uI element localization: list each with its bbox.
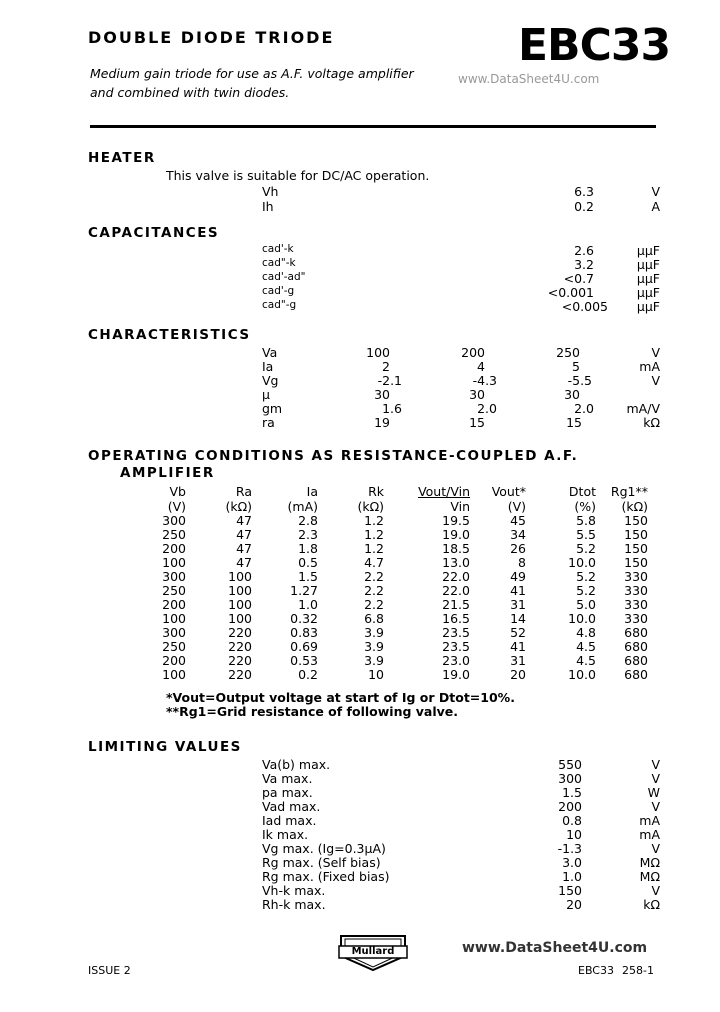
table-cell: 31 [510,653,526,668]
limiting-heading: LIMITING VALUES [88,739,242,755]
cap-unit: μμF [636,257,660,272]
table-cell: 220 [228,625,252,640]
cap-param: cad"-k [262,257,296,269]
limit-param: Rg max. (Self bias) [262,855,381,870]
col-unit: (V) [507,498,526,514]
cap-param: cad'-k [262,243,294,255]
table-cell: 6.8 [364,611,384,626]
table-row [160,654,648,668]
table-cell: 330 [624,583,648,598]
table-cell: 330 [624,569,648,584]
table-cell: 100 [228,583,252,598]
table-cell: 41 [510,639,526,654]
cap-value: <0.7 [563,271,594,286]
table-cell: 26 [510,541,526,556]
table-cell: 0.2 [298,667,318,682]
char-value: 30 [374,387,390,402]
col-header: Rg1** [610,483,648,499]
cap-unit: μμF [636,285,660,300]
description-line-2: and combined with twin diodes. [90,85,290,100]
char-value: 250 [556,345,580,360]
limit-param: Ik max. [262,827,309,842]
heater-note: This valve is suitable for DC/AC operation. [166,168,430,183]
char-value: 100 [366,345,390,360]
table-cell: 680 [624,653,648,668]
table-cell: 19.0 [442,667,470,682]
issue-label: ISSUE 2 [88,964,131,977]
col-header: Ia [306,483,318,499]
limit-value: 200 [558,799,582,814]
table-cell: 300 [162,625,186,640]
limit-value: 0.8 [562,813,582,828]
table-cell: 0.5 [298,555,318,570]
col-header: Dtot [568,483,596,499]
table-cell: 45 [510,513,526,528]
limit-value: 1.0 [562,869,582,884]
table-header-row [160,484,648,499]
table-cell: 200 [162,541,186,556]
col-header: Rk [368,483,384,499]
char-value: -2.1 [377,373,402,388]
table-cell: 2.2 [364,583,384,598]
heater-param: Vh [262,184,279,199]
table-cell: 18.5 [442,541,470,556]
heater-value: 0.2 [574,199,594,214]
col-unit: (kΩ) [357,498,384,514]
table-cell: 100 [162,667,186,682]
table-cell: 10.0 [568,667,596,682]
table-cell: 5.2 [576,583,596,598]
table-cell: 2.2 [364,569,384,584]
char-value: 1.6 [382,401,402,416]
limit-value: 3.0 [562,855,582,870]
footer-ref: EBC33 [578,964,614,977]
table-cell: 3.9 [364,625,384,640]
limit-value: 10 [566,827,582,842]
table-cell: 100 [162,555,186,570]
table-cell: 3.9 [364,653,384,668]
char-param: gm [262,401,283,416]
table-row [160,626,648,640]
operating-table-body [160,514,648,682]
table-cell: 150 [624,513,648,528]
document-title: DOUBLE DIODE TRIODE [88,28,335,47]
description [90,64,414,102]
table-cell: 2.8 [298,513,318,528]
char-value: 5 [572,359,580,374]
table-cell: 41 [510,583,526,598]
model-number: EBC33 [518,20,671,71]
table-cell: 0.32 [290,611,318,626]
heater-unit: A [651,199,660,214]
table-cell: 5.0 [576,597,596,612]
limit-param: Rh-k max. [262,897,326,912]
limit-param: Vad max. [262,799,321,814]
table-cell: 300 [162,569,186,584]
cap-unit: μμF [636,299,660,314]
table-cell: 1.5 [298,569,318,584]
limit-value: 150 [558,883,582,898]
cap-param: cad'-ad" [262,271,306,283]
table-row [160,584,648,598]
char-param: Va [262,345,278,360]
table-cell: 1.2 [364,527,384,542]
table-cell: 4.7 [364,555,384,570]
table-cell: 5.2 [576,541,596,556]
char-value: -5.5 [567,373,592,388]
table-row [160,528,648,542]
table-cell: 2.2 [364,597,384,612]
table-cell: 680 [624,625,648,640]
table-cell: 5.2 [576,569,596,584]
operating-heading-line-2: AMPLIFIER [120,465,215,481]
char-value: 30 [564,387,580,402]
heater-unit: V [651,184,660,199]
table-cell: 13.0 [442,555,470,570]
limit-unit: mA [639,827,660,842]
table-cell: 250 [162,583,186,598]
table-cell: 100 [228,569,252,584]
table-cell: 47 [236,555,252,570]
table-cell: 1.27 [290,583,318,598]
cap-unit: μμF [636,271,660,286]
table-cell: 49 [510,569,526,584]
table-cell: 10.0 [568,555,596,570]
char-value: 4 [477,359,485,374]
cap-value: 2.6 [574,243,594,258]
col-unit: Vin [450,498,470,514]
table-cell: 21.5 [442,597,470,612]
table-cell: 300 [162,513,186,528]
col-unit: (mA) [287,498,318,514]
limit-param: Va max. [262,771,313,786]
table-row [160,514,648,528]
table-cell: 250 [162,639,186,654]
footer-page: 258-1 [622,964,654,977]
char-unit: mA/V [626,401,660,416]
limit-unit: mA [639,813,660,828]
table-cell: 2.3 [298,527,318,542]
table-cell: 34 [510,527,526,542]
table-cell: 47 [236,541,252,556]
table-cell: 220 [228,653,252,668]
table-cell: 4.5 [576,639,596,654]
table-row [160,668,648,682]
table-cell: 47 [236,527,252,542]
col-unit: (kΩ) [225,498,252,514]
limit-value: 550 [558,757,582,772]
char-value: 30 [469,387,485,402]
col-unit: (V) [167,498,186,514]
table-row [160,556,648,570]
limit-param: Rg max. (Fixed bias) [262,869,390,884]
table-cell: 23.0 [442,653,470,668]
char-param: μ [262,387,270,402]
char-unit: V [651,373,660,388]
char-value: 2.0 [477,401,497,416]
header-divider [90,125,656,128]
limit-unit: V [651,771,660,786]
table-cell: 1.2 [364,513,384,528]
table-cell: 5.8 [576,513,596,528]
table-cell: 1.2 [364,541,384,556]
footnote-2: **Rg1=Grid resistance of following valve. [166,704,459,719]
table-cell: 100 [228,597,252,612]
table-cell: 680 [624,639,648,654]
table-cell: 31 [510,597,526,612]
char-unit: kΩ [643,415,660,430]
table-cell: 220 [228,639,252,654]
heater-heading: HEATER [88,150,156,166]
limit-param: Iad max. [262,813,317,828]
table-cell: 0.53 [290,653,318,668]
char-value: 200 [461,345,485,360]
table-cell: 22.0 [442,583,470,598]
table-cell: 150 [624,541,648,556]
char-value: 19 [374,415,390,430]
limit-unit: W [647,785,660,800]
table-cell: 330 [624,597,648,612]
table-cell: 200 [162,653,186,668]
watermark-top[interactable]: www.DataSheet4U.com [458,72,600,86]
table-cell: 680 [624,667,648,682]
col-header: Ra [235,483,252,499]
limit-value: 1.5 [562,785,582,800]
table-cell: 150 [624,555,648,570]
table-cell: 100 [162,611,186,626]
table-cell: 4.8 [576,625,596,640]
table-cell: 3.9 [364,639,384,654]
char-param: Ia [262,359,274,374]
char-unit: V [651,345,660,360]
table-cell: 8 [518,555,526,570]
heater-param: Ih [262,199,274,214]
table-cell: 150 [624,527,648,542]
cap-value: <0.001 [547,285,594,300]
table-cell: 52 [510,625,526,640]
char-value: 15 [469,415,485,430]
table-cell: 220 [228,667,252,682]
heater-value: 6.3 [574,184,594,199]
limit-param: pa max. [262,785,313,800]
limit-value: 300 [558,771,582,786]
limit-unit: MΩ [639,869,660,884]
char-unit: mA [639,359,660,374]
limit-param: Va(b) max. [262,757,331,772]
table-cell: 22.0 [442,569,470,584]
table-cell: 330 [624,611,648,626]
table-cell: 47 [236,513,252,528]
table-row [160,640,648,654]
footnote-1: *Vout=Output voltage at start of Ig or Dtot=10%. [166,690,515,705]
characteristics-heading: CHARACTERISTICS [88,327,251,343]
limit-unit: V [651,799,660,814]
limit-value: -1.3 [557,841,582,856]
operating-heading-line-1: OPERATING CONDITIONS AS RESISTANCE-COUPLED A.F. [88,448,579,464]
char-value: 15 [566,415,582,430]
limit-param: Vh-k max. [262,883,326,898]
watermark-bottom[interactable]: www.DataSheet4U.com [462,940,648,956]
table-units-row [160,499,648,514]
table-cell: 23.5 [442,639,470,654]
limit-unit: kΩ [643,897,660,912]
char-param: ra [262,415,275,430]
table-cell: 10 [368,667,384,682]
col-header: Vb [169,483,186,499]
limit-value: 20 [566,897,582,912]
col-unit: (%) [574,498,596,514]
limit-unit: V [651,841,660,856]
table-cell: 4.5 [576,653,596,668]
table-cell: 0.83 [290,625,318,640]
cap-value: 3.2 [574,257,594,272]
table-cell: 20 [510,667,526,682]
mullard-logo [335,932,411,972]
table-row [160,612,648,626]
table-cell: 23.5 [442,625,470,640]
limit-unit: MΩ [639,855,660,870]
capacitances-heading: CAPACITANCES [88,225,220,241]
cap-value: <0.005 [561,299,608,314]
cap-unit: μμF [636,243,660,258]
table-cell: 19.5 [442,513,470,528]
cap-param: cad"-g [262,299,297,311]
table-cell: 14 [510,611,526,626]
table-row [160,570,648,584]
col-header: Vout* [491,483,526,499]
operating-conditions-table [160,484,648,682]
char-value: 2 [382,359,390,374]
table-cell: 16.5 [442,611,470,626]
col-unit: (kΩ) [621,498,648,514]
table-row [160,598,648,612]
table-cell: 19.0 [442,527,470,542]
char-param: Vg [262,373,279,388]
cap-param: cad'-g [262,285,295,297]
col-header: Vout/Vin [418,483,470,499]
limit-unit: V [651,883,660,898]
table-row [160,542,648,556]
limit-param: Vg max. (Ig=0.3μA) [262,841,386,856]
table-cell: 250 [162,527,186,542]
description-line-1: Medium gain triode for use as A.F. voltage amplifier [90,66,414,81]
table-cell: 1.8 [298,541,318,556]
limit-unit: V [651,757,660,772]
logo-text: Mullard [351,946,395,957]
table-cell: 10.0 [568,611,596,626]
table-cell: 100 [228,611,252,626]
table-cell: 5.5 [576,527,596,542]
table-cell: 200 [162,597,186,612]
char-value: -4.3 [472,373,497,388]
table-cell: 1.0 [298,597,318,612]
table-cell: 0.69 [290,639,318,654]
char-value: 2.0 [574,401,594,416]
